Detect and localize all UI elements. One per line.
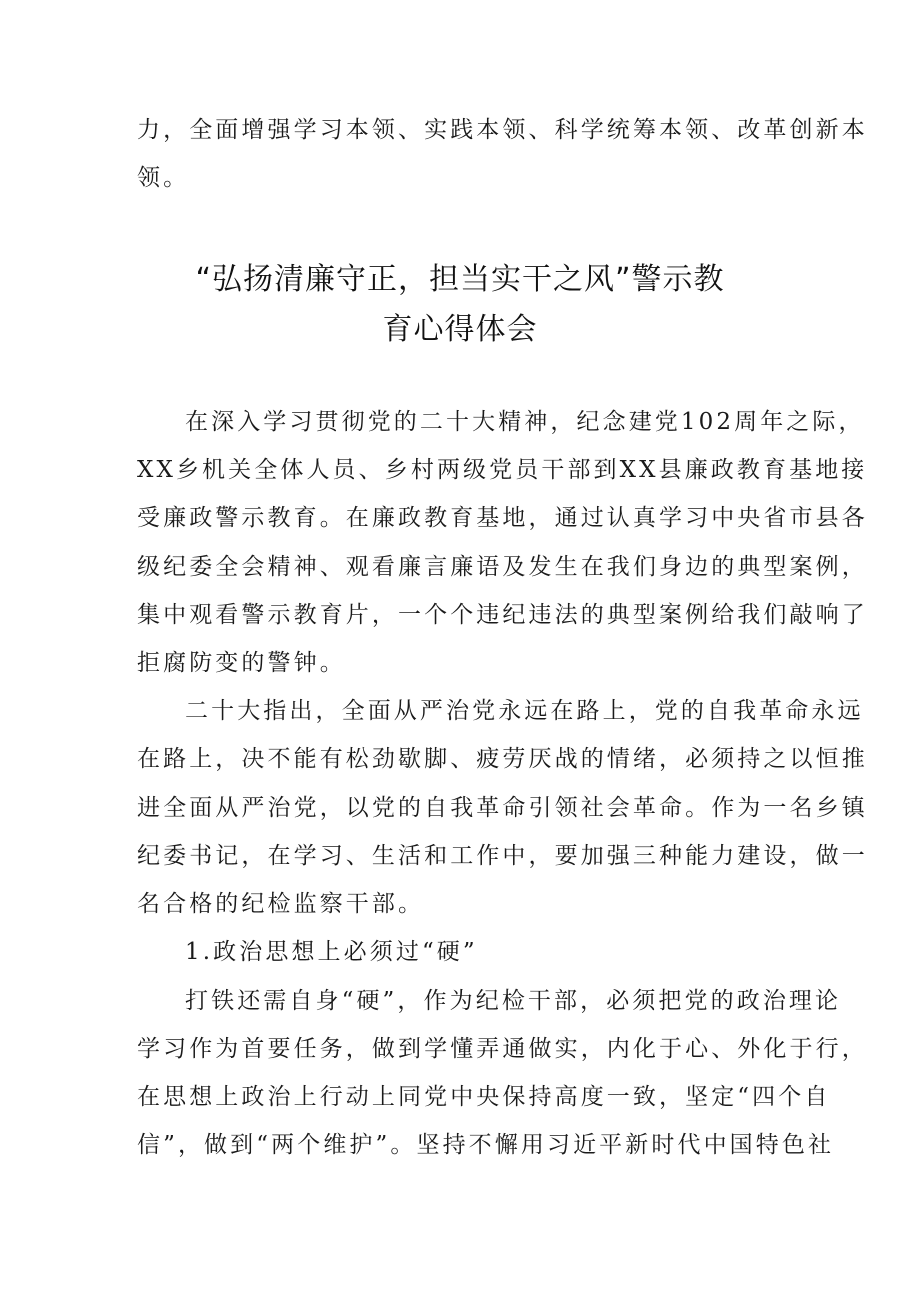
paragraph-3-line: 打铁还需自身“硬”，作为纪检干部，必须把党的政治理论 [185,988,842,1014]
paragraph-2-line: 名合格的纪检监察干部。 [137,891,425,917]
paragraph-3-line: 学习作为首要任务，做到学懂弄通做实，内化于心、外化于行， [137,1036,868,1062]
paragraph-1-line: XX乡机关全体人员、乡村两级党员干部到XX县廉政教育基地接 [137,457,868,483]
section-heading: 1.政治思想上必须过“硬” [185,939,478,965]
paragraph-2-line: 二十大指出，全面从严治党永远在路上，党的自我革命永远 [185,698,864,724]
body-text-line: 力，全面增强学习本领、实践本领、科学统筹本领、改革创新本 [137,117,868,143]
paragraph-3-line: 信”，做到“两个维护”。坚持不懈用习近平新时代中国特色社 [137,1132,835,1158]
paragraph-3-line: 在思想上政治上行动上同党中央保持高度一致，坚定“四个自 [137,1084,831,1110]
paragraph-2-line: 纪委书记，在学习、生活和工作中，要加强三种能力建设，做一 [137,843,868,869]
document-title-line-2: 育心得体会 [382,312,538,347]
paragraph-1-line: 级纪委全会精神、观看廉言廉语及发生在我们身边的典型案例， [137,554,868,580]
paragraph-1-line: 在深入学习贯彻党的二十大精神，纪念建党102周年之际， [185,409,865,435]
body-text-line: 领。 [137,165,190,191]
paragraph-2-line: 进全面从严治党，以党的自我革命引领社会革命。作为一名乡镇 [137,795,868,821]
paragraph-2-line: 在路上，决不能有松劲歇脚、疲劳厌战的情绪，必须持之以恒推 [137,746,868,772]
paragraph-1-line: 受廉政警示教育。在廉政教育基地，通过认真学习中央省市县各 [137,505,868,531]
document-title-line-1: “弘扬清廉守正，担当实干之风”警示教 [195,262,725,297]
paragraph-1-line: 拒腐防变的警钟。 [137,650,346,676]
paragraph-1-line: 集中观看警示教育片，一个个违纪违法的典型案例给我们敲响了 [137,602,868,628]
